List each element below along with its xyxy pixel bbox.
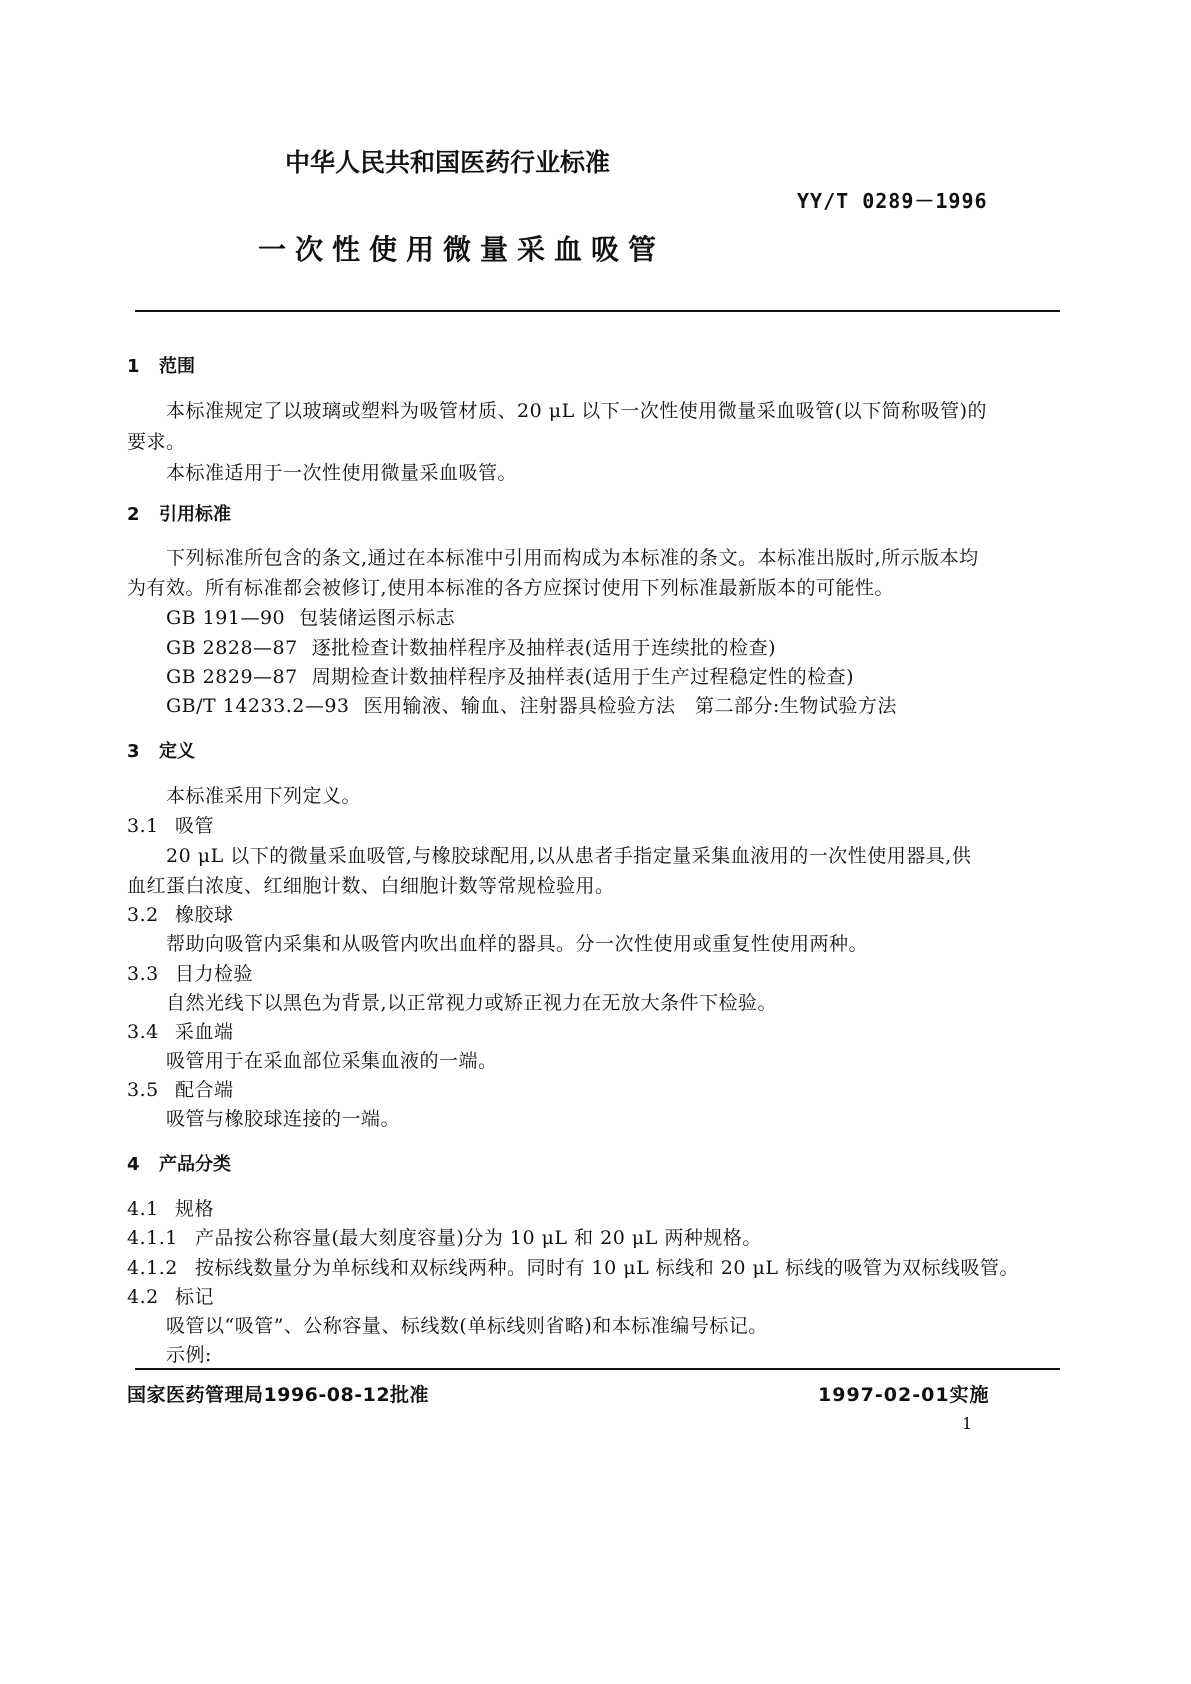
section-number: 3: [127, 741, 140, 762]
clause-text: 按标线数量分为单标线和双标线两种。同时有 10 μL 标线和 20 μL 标线的吸管为双标线吸管。: [195, 1257, 1020, 1279]
definition-heading: [127, 959, 253, 986]
clause-title: 标记: [175, 1286, 215, 1308]
reference-item: [166, 633, 776, 660]
section-title: 定义: [159, 741, 195, 762]
reference-title: 包装储运图示标志: [299, 607, 456, 629]
paragraph: 本标准采用下列定义。: [166, 785, 362, 807]
definition-heading: [127, 900, 234, 927]
definition-term: 配合端: [175, 1079, 234, 1101]
clause-number: 4.2: [127, 1286, 159, 1308]
section-title: 引用标准: [159, 504, 231, 525]
section-4-heading: [127, 1150, 231, 1176]
paragraph: 下列标准所包含的条文,通过在本标准中引用而构成为本标准的条文。本标准出版时,所示版本均: [166, 547, 979, 569]
reference-code: GB 191—90: [166, 607, 286, 629]
org-title: 中华人民共和国医药行业标准: [285, 148, 611, 177]
footer-rule: [135, 1368, 1060, 1370]
approval-info: 国家医药管理局1996-08-12批准: [127, 1384, 430, 1406]
clause-number: 4.1.2: [127, 1257, 178, 1279]
definition-term: 采血端: [175, 1021, 234, 1043]
definition-text: 血红蛋白浓度、红细胞计数、白细胞计数等常规检验用。: [127, 875, 615, 897]
header-rule: [135, 310, 1060, 312]
section-1-heading: [127, 352, 195, 378]
standard-number: YY/T 0289－1996: [797, 189, 988, 213]
paragraph: 本标准规定了以玻璃或塑料为吸管材质、20 μL 以下一次性使用微量采血吸管(以下简称吸管)的: [166, 400, 988, 422]
clause-heading: [127, 1282, 214, 1309]
reference-item: [166, 662, 854, 689]
clause-item: [127, 1223, 762, 1250]
paragraph: 为有效。所有标准都会被修订,使用本标准的各方应探讨使用下列标准最新版本的可能性。: [127, 577, 895, 599]
clause-number: 3.1: [127, 815, 159, 837]
clause-number: 3.5: [127, 1079, 159, 1101]
reference-title: 医用输液、输血、注射器具检验方法 第二部分:生物试验方法: [363, 695, 897, 717]
page-number: 1: [962, 1414, 973, 1433]
reference-item: [166, 691, 897, 718]
section-number: 2: [127, 504, 140, 525]
definition-text: 帮助向吸管内采集和从吸管内吹出血样的器具。分一次性使用或重复性使用两种。: [166, 933, 869, 955]
paragraph: 本标准适用于一次性使用微量采血吸管。: [166, 462, 518, 484]
definition-term: 吸管: [175, 815, 215, 837]
section-2-heading: [127, 500, 231, 526]
clause-number: 4.1: [127, 1198, 159, 1220]
reference-code: GB 2829—87: [166, 666, 298, 688]
clause-number: 3.2: [127, 904, 159, 926]
paragraph: 要求。: [127, 431, 186, 453]
definition-heading: [127, 811, 214, 838]
clause-title: 规格: [175, 1198, 215, 1220]
clause-text: 产品按公称容量(最大刻度容量)分为 10 μL 和 20 μL 两种规格。: [195, 1227, 762, 1249]
reference-title: 逐批检查计数抽样程序及抽样表(适用于连续批的检查): [311, 637, 777, 659]
reference-title: 周期检查计数抽样程序及抽样表(适用于生产过程稳定性的检查): [311, 666, 855, 688]
section-title: 范围: [159, 356, 195, 377]
definition-term: 目力检验: [175, 963, 254, 985]
clause-number: 4.1.1: [127, 1227, 178, 1249]
section-number: 1: [127, 356, 140, 377]
clause-number: 3.4: [127, 1021, 159, 1043]
document-title: 一次性使用微量采血吸管: [258, 233, 666, 266]
reference-item: [166, 603, 455, 630]
section-title: 产品分类: [159, 1154, 231, 1175]
definition-text: 吸管用于在采血部位采集血液的一端。: [166, 1050, 498, 1072]
clause-text: 吸管以“吸管”、公称容量、标线数(单标线则省略)和本标准编号标记。: [166, 1315, 768, 1337]
definition-text: 自然光线下以黑色为背景,以正常视力或矫正视力在无放大条件下检验。: [166, 992, 778, 1014]
section-3-heading: [127, 737, 195, 763]
definition-text: 吸管与橡胶球连接的一端。: [166, 1108, 401, 1130]
definition-term: 橡胶球: [175, 904, 234, 926]
clause-number: 3.3: [127, 963, 159, 985]
reference-code: GB/T 14233.2—93: [166, 695, 350, 717]
effective-date: 1997-02-01实施: [818, 1384, 990, 1406]
clause-heading: [127, 1194, 214, 1221]
definition-heading: [127, 1075, 234, 1102]
definition-text: 20 μL 以下的微量采血吸管,与橡胶球配用,以从患者手指定量采集血液用的一次性使用器具,供: [166, 845, 972, 867]
example-label: 示例:: [166, 1344, 212, 1366]
section-number: 4: [127, 1154, 140, 1175]
clause-item: [127, 1253, 1019, 1280]
definition-heading: [127, 1017, 234, 1044]
reference-code: GB 2828—87: [166, 637, 298, 659]
